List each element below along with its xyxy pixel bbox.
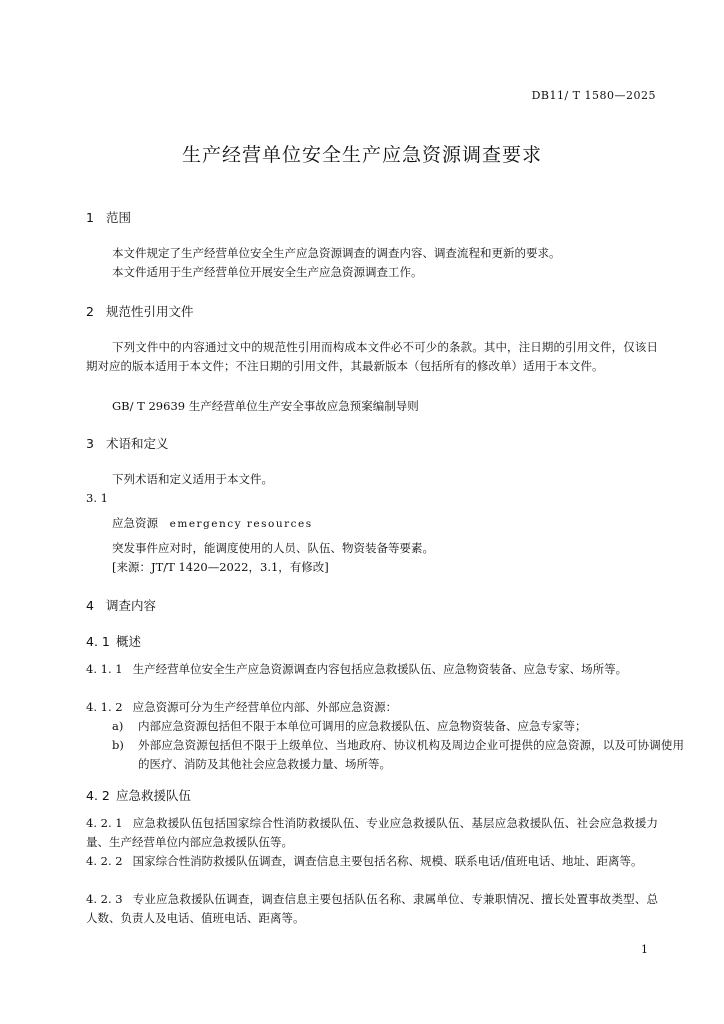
section-number: 1 <box>86 210 94 225</box>
clause-text: 国家综合性消防救援队伍调查，调查信息主要包括名称、规模、联系电话/值班电话、地址、距离等。 <box>132 854 643 868</box>
subsection-number: 4. 2 <box>86 788 110 803</box>
clause-number: 4. 1. 2 <box>86 700 123 714</box>
clause-4-2-3 <box>86 890 658 928</box>
paragraph: 下列术语和定义适用于本文件。 <box>112 472 273 486</box>
page-title: 生产经营单位安全生产应急资源调查要求 <box>181 144 542 166</box>
paragraph: 下列文件中的内容通过文中的规范性引用而构成本文件必不可少的条款。其中，注日期的引用文件，仅该日期对应的版本适用于本文件；不注日期的引用文件，其最新版本（包括所有的修改单）适用于本文件。 <box>86 340 658 373</box>
list-item-b <box>112 736 684 774</box>
clause-4-1-1 <box>86 660 658 679</box>
section-heading-3 <box>86 434 169 452</box>
list-marker: b) <box>112 738 124 752</box>
term-chinese: 应急资源 <box>112 516 158 530</box>
section-heading-4 <box>86 596 156 614</box>
clause-number: 4. 1. 1 <box>86 662 123 676</box>
subsection-number: 4. 1 <box>86 634 110 649</box>
section-title: 术语和定义 <box>106 436 169 451</box>
clause-text: 专业应急救援队伍调查，调查信息主要包括队伍名称、隶属单位、专兼职情况、擅长处置事故类型、总人数、负责人及电话、值班电话、距离等。 <box>86 892 658 925</box>
term-definition: 突发事件应对时，能调度使用的人员、队伍、物资装备等要素。 <box>112 541 434 555</box>
page-number: 1 <box>641 943 648 956</box>
clause-number: 4. 2. 3 <box>86 892 123 906</box>
list-text: 内部应急资源包括但不限于本单位可调用的应急救援队伍、应急物资装备、应急专家等； <box>138 719 587 733</box>
term-source: [来源：JT/T 1420—2022，3.1，有修改] <box>112 560 329 574</box>
clause-text: 应急救援队伍包括国家综合性消防救援队伍、专业应急救援队伍、基层应急救援队伍、社会应急救援力量、生产经营单位内部应急救援队伍等。 <box>86 816 658 849</box>
paragraph: 本文件规定了生产经营单位安全生产应急资源调查的调查内容、调查流程和更新的要求。 <box>112 246 561 260</box>
subsection-title: 应急救援队伍 <box>116 788 192 803</box>
subsection-title: 概述 <box>116 634 142 649</box>
list-item-a <box>112 717 658 736</box>
term-entry <box>112 514 313 534</box>
term-english: emergency resources <box>169 518 313 530</box>
subsection-heading-4-2 <box>86 786 191 804</box>
section-number: 2 <box>86 304 94 319</box>
clause-4-2-2 <box>86 852 658 871</box>
clause-4-2-1 <box>86 814 658 852</box>
term-number: 3. 1 <box>86 491 108 505</box>
section-number: 3 <box>86 436 94 451</box>
section-heading-2 <box>86 302 194 320</box>
section-title: 规范性引用文件 <box>106 304 194 319</box>
document-number: DB11/ T 1580—2025 <box>531 89 656 102</box>
list-text: 外部应急资源包括但不限于上级单位、当地政府、协议机构及周边企业可提供的应急资源，以及可协调使用的医疗、消防及其他社会应急救援力量、场所等。 <box>138 738 684 771</box>
clause-number: 4. 2. 2 <box>86 854 123 868</box>
clause-number: 4. 2. 1 <box>86 816 123 830</box>
clause-4-1-2 <box>86 698 658 717</box>
paragraph: 本文件适用于生产经营单位开展安全生产应急资源调查工作。 <box>112 265 423 279</box>
normative-reference: GB/ T 29639 生产经营单位生产安全事故应急预案编制导则 <box>112 399 419 413</box>
section-title: 范围 <box>106 210 132 225</box>
section-title: 调查内容 <box>106 598 157 613</box>
list-marker: a) <box>112 719 124 733</box>
subsection-heading-4-1 <box>86 632 141 650</box>
section-number: 4 <box>86 598 94 613</box>
clause-text: 生产经营单位安全生产应急资源调查内容包括应急救援队伍、应急物资装备、应急专家、场所等。 <box>132 662 628 676</box>
section-heading-1 <box>86 208 131 226</box>
clause-text: 应急资源可分为生产经营单位内部、外部应急资源： <box>132 700 398 714</box>
